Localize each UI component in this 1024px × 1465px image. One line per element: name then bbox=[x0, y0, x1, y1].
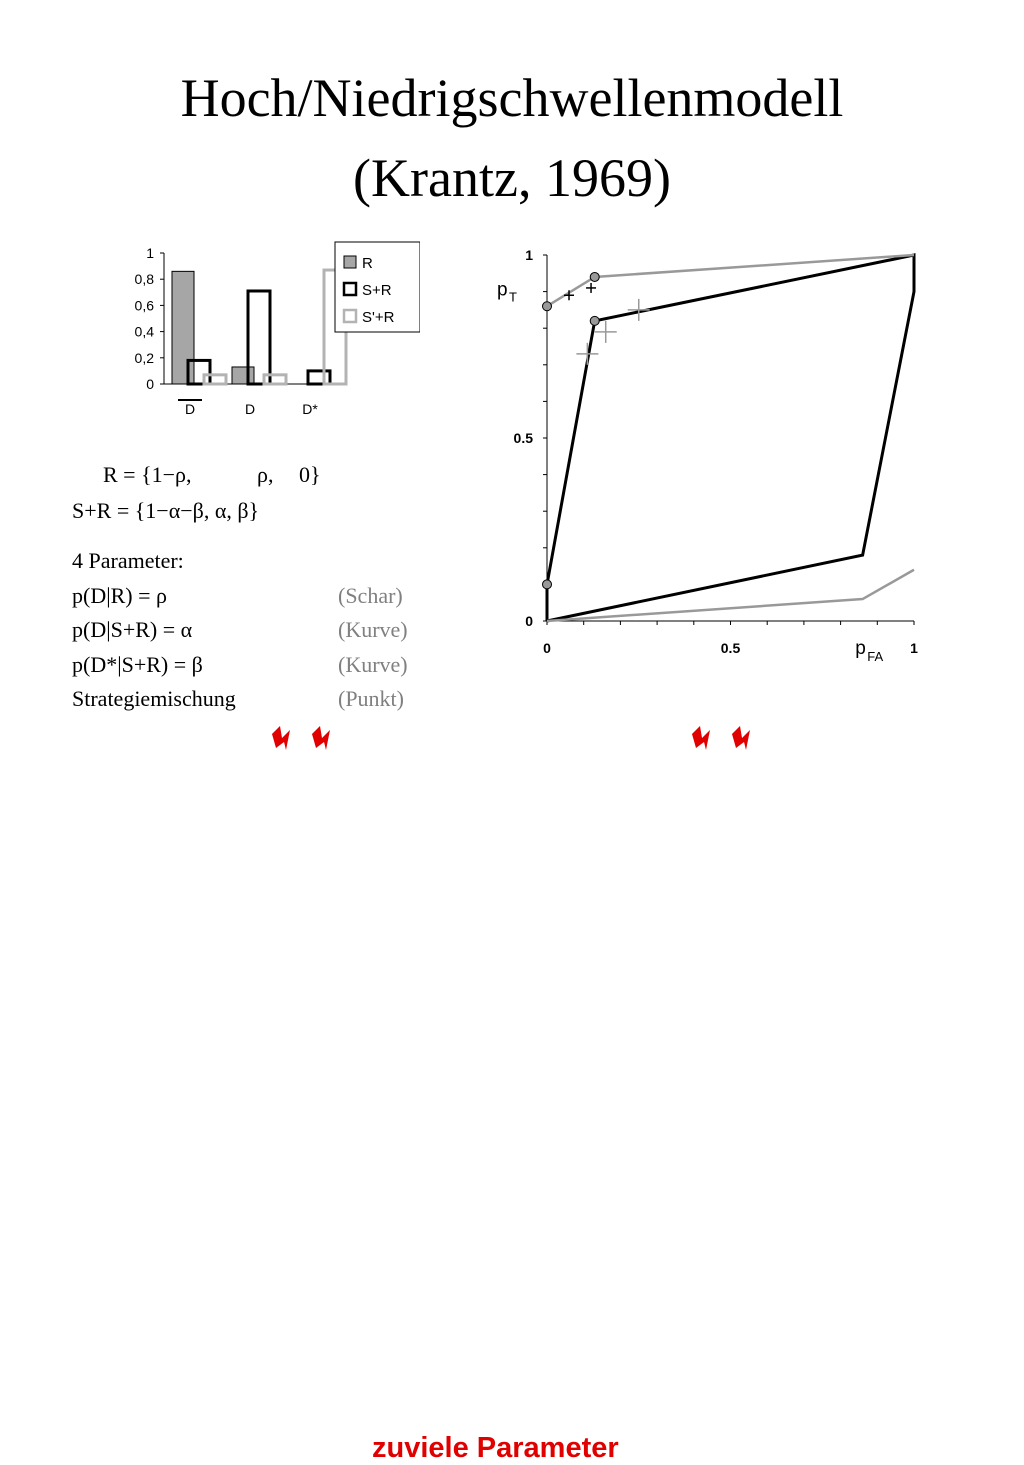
equation-r-rho: ρ, bbox=[257, 462, 274, 487]
roc-y-tick-label: 1 bbox=[525, 247, 533, 263]
parameter-heading: 4 Parameter: bbox=[72, 548, 184, 573]
roc-y-tick-label: 0 bbox=[525, 613, 533, 629]
parameter-note: (Kurve) bbox=[338, 617, 408, 642]
bar-y-tick-label: 0,2 bbox=[134, 349, 154, 366]
equation-sr: S+R = {1−α−β, α, β} bbox=[72, 498, 260, 523]
parameter-formula: p(D|R) = ρ bbox=[72, 582, 168, 608]
page-title: Hoch/Niedrigschwellenmodell bbox=[180, 68, 844, 128]
parameter-formula: Strategiemischung bbox=[72, 686, 236, 711]
roc-point bbox=[590, 316, 599, 325]
parameter-note: (Punkt) bbox=[338, 686, 404, 711]
bar-x-tick-label: D bbox=[184, 401, 196, 417]
roc-points bbox=[543, 272, 650, 588]
roc-chart bbox=[480, 240, 930, 680]
roc-x-tick-label: 0.5 bbox=[720, 640, 741, 656]
roc-curve bbox=[547, 255, 914, 306]
lightning-icon bbox=[272, 726, 290, 750]
footer-warning: zuviele Parameter bbox=[372, 1432, 619, 1464]
bar-r bbox=[232, 367, 254, 384]
parameter-row bbox=[72, 579, 408, 614]
bar-legend bbox=[335, 242, 420, 332]
lightning-icons-right bbox=[688, 722, 768, 756]
roc-x-tick-label: 0 bbox=[543, 640, 551, 656]
roc-x-label-sub: FA bbox=[867, 649, 884, 664]
bar-y-tick-label: 0 bbox=[146, 376, 154, 392]
bar-y-tick-label: 0,4 bbox=[134, 323, 154, 340]
parameter-row bbox=[72, 613, 408, 648]
legend-label: R bbox=[362, 255, 373, 272]
parameter-row bbox=[72, 648, 408, 683]
lightning-icon bbox=[732, 726, 750, 750]
equation-r bbox=[103, 462, 321, 488]
legend-swatch bbox=[344, 283, 356, 295]
bar-x-tick-label: D* bbox=[302, 401, 318, 417]
bar-y-tick-label: 0,6 bbox=[134, 297, 154, 314]
roc-y-label: p bbox=[497, 279, 508, 301]
bar-marks bbox=[172, 270, 346, 384]
roc-point bbox=[590, 272, 599, 281]
roc-point bbox=[543, 580, 552, 589]
bar-s-r bbox=[264, 375, 286, 384]
roc-curve bbox=[547, 255, 914, 621]
legend-label: S+R bbox=[362, 282, 392, 299]
lightning-icon bbox=[312, 726, 330, 750]
legend-label: S'+R bbox=[362, 309, 395, 326]
roc-axes bbox=[497, 247, 918, 664]
roc-x-label: p bbox=[855, 638, 866, 659]
page-subtitle: (Krantz, 1969) bbox=[353, 148, 671, 208]
bar-r bbox=[172, 271, 194, 384]
roc-curve bbox=[547, 570, 914, 621]
legend-swatch bbox=[344, 310, 356, 322]
parameter-note: (Kurve) bbox=[338, 651, 408, 677]
bar-y-tick-label: 0,8 bbox=[134, 271, 154, 288]
parameter-list bbox=[72, 544, 408, 717]
roc-y-tick-label: 0.5 bbox=[513, 430, 533, 446]
roc-lines bbox=[547, 255, 914, 621]
footer bbox=[0, 714, 1024, 1464]
bar-s-r bbox=[308, 371, 330, 384]
bar-chart bbox=[120, 240, 420, 430]
parameter-formula: p(D|S+R) = α bbox=[72, 617, 193, 642]
roc-x-tick-label: 1 bbox=[910, 640, 918, 656]
roc-point bbox=[543, 302, 552, 311]
parameter-formula: p(D*|S+R) = β bbox=[72, 651, 203, 677]
parameter-note: (Schar) bbox=[338, 582, 403, 608]
bar-s-r bbox=[204, 375, 226, 384]
bar-x-tick-label: D bbox=[244, 401, 256, 417]
roc-y-label-sub: T bbox=[509, 289, 517, 305]
lightning-icons-left bbox=[268, 722, 348, 756]
lightning-icon bbox=[692, 726, 710, 750]
parameter-row bbox=[72, 682, 408, 717]
legend-swatch bbox=[344, 256, 356, 268]
equation-r-lhs: R = {1−ρ, bbox=[103, 462, 192, 487]
bar-axes bbox=[135, 245, 344, 417]
bar-y-tick-label: 1 bbox=[146, 245, 154, 261]
equation-r-zero: 0} bbox=[299, 462, 321, 487]
